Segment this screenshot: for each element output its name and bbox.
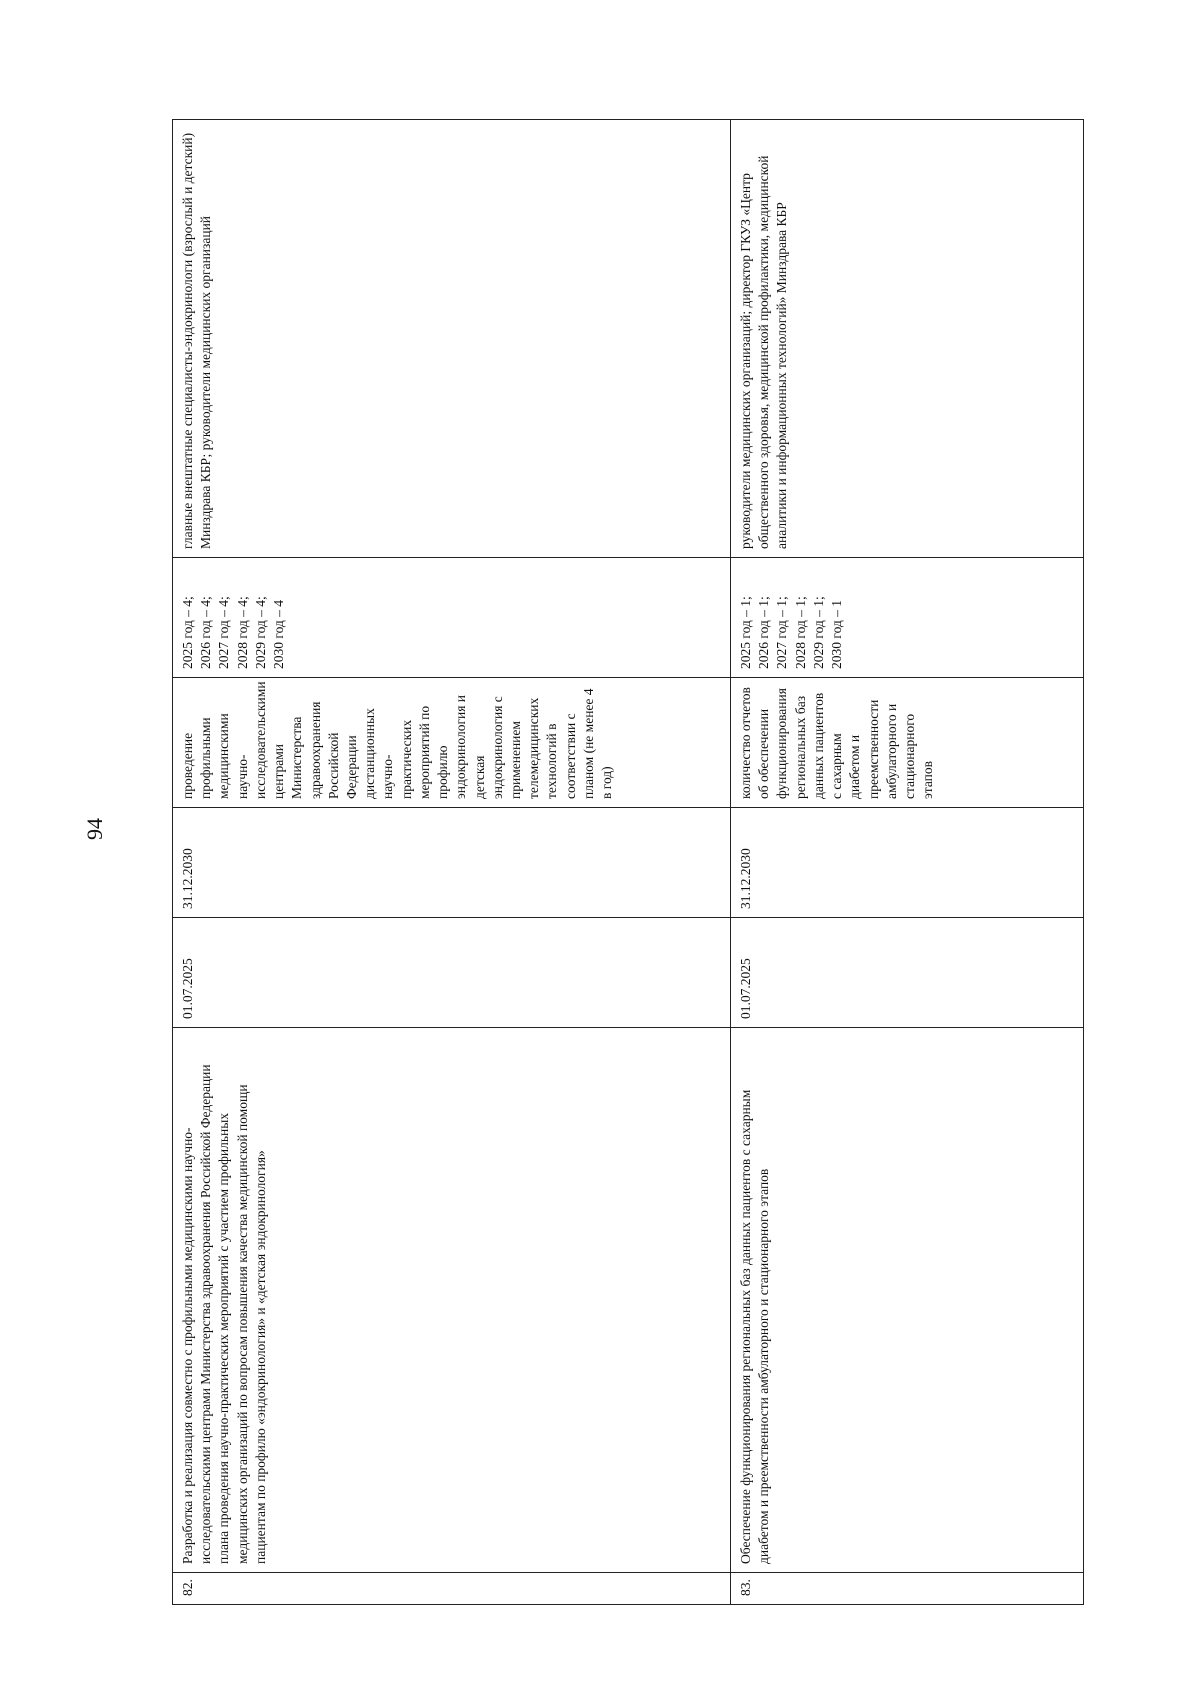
table-row — [731, 120, 1084, 1605]
row-number-cell: 82. — [173, 1573, 731, 1605]
indicator-cell: проведение профильными медицинскими научно-исследовательскими центрами Министерства здравоохранения Российской Федерации дистанционных научно-практических мероприятий по профилю эндокринология и детская эндокринология с применением телемедицинских технологий в соответствии с планом (не менее 4 в год) — [173, 678, 731, 808]
action-plan-table — [172, 119, 1084, 1605]
activity-name-cell: Разработка и реализация совместно с профильными медицинскими научно-исследовательскими центрами Министерства здравоохранения Российской Федерации плана проведения научно-практических мероприятий с участием профильных медицинских организаций по вопросам повышения качества медицинской помощи пациентам по профилю «эндокринология» и «детская эндокринология» — [173, 1028, 731, 1573]
responsible-cell: главные внештатные специалисты-эндокринологи (взрослый и детский) Минздрава КБР; руководители медицинских организаций — [173, 120, 731, 558]
page-number: 94 — [82, 818, 107, 840]
start-date-cell: 01.07.2025 — [731, 918, 1084, 1028]
end-date-cell: 31.12.2030 — [731, 808, 1084, 918]
indicator-values-cell: 2025 год – 1; 2026 год – 1; 2027 год – 1; 2028 год – 1; 2029 год – 1; 2030 год – 1 — [731, 558, 1084, 678]
end-date-cell: 31.12.2030 — [173, 808, 731, 918]
table-row — [173, 120, 731, 1605]
rotated-table-container — [172, 120, 1072, 1605]
activity-name-cell: Обеспечение функционирования региональных баз данных пациентов с сахарным диабетом и преемственности амбулаторного и стационарного этапов — [731, 1028, 1084, 1573]
start-date-cell: 01.07.2025 — [173, 918, 731, 1028]
row-number-cell: 83. — [731, 1573, 1084, 1605]
responsible-cell: руководители медицинских организаций; директор ГКУЗ «Центр общественного здоровья, медицинской профилактики, медицинской аналитики и информационных технологий» Минздрава КБР — [731, 120, 1084, 558]
indicator-values-cell: 2025 год – 4; 2026 год – 4; 2027 год – 4; 2028 год – 4; 2029 год – 4; 2030 год – 4 — [173, 558, 731, 678]
indicator-cell: количество отчетов об обеспечении функционирования региональных баз данных пациентов с сахарным диабетом и преемственности амбулаторного и стационарного этапов — [731, 678, 1084, 808]
